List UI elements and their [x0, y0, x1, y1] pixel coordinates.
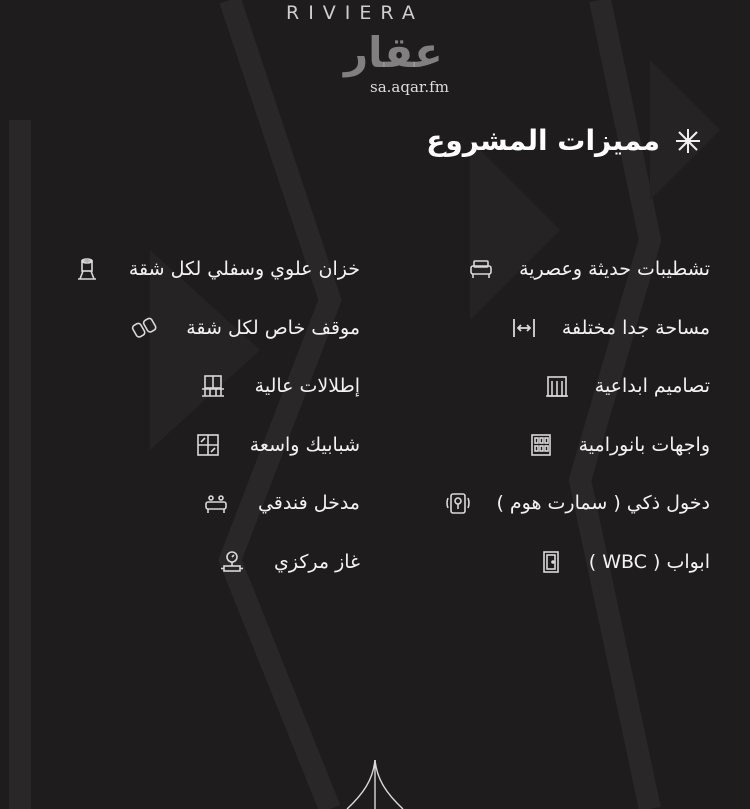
window-icon [194, 431, 222, 459]
gas-meter-icon [218, 548, 246, 576]
feature-label: موقف خاص لكل شقة [186, 316, 360, 339]
feature-label: شبابيك واسعة [249, 433, 360, 456]
feature-label: تشطيبات حديثة وعصرية [519, 258, 710, 281]
feature-label: تصاميم ابداعية [594, 375, 710, 398]
snowflake-ornament-icon [674, 127, 702, 155]
feature-item [30, 240, 360, 299]
feature-item [30, 357, 360, 416]
water-tank-icon [73, 255, 101, 283]
feature-label: مساحة جدا مختلفة [561, 316, 710, 339]
feature-item [380, 533, 710, 592]
watermark-url: sa.aqar.fm [370, 78, 449, 96]
feature-item [380, 357, 710, 416]
feature-label: إطلالات عالية [254, 375, 360, 398]
sofa-icon [467, 255, 495, 283]
features-right-column [380, 240, 710, 591]
cars-icon [130, 314, 158, 342]
lobby-icon [202, 489, 230, 517]
feature-item [380, 240, 710, 299]
feature-label: خزان علوي وسفلي لكل شقة [128, 258, 360, 281]
dimension-arrows-icon [510, 314, 538, 342]
feature-label: مدخل فندقي [257, 492, 360, 515]
facade-icon [527, 431, 555, 459]
watermark-arabic: عقار [344, 28, 443, 77]
spire-ornament [345, 760, 405, 809]
features-left-column [30, 240, 360, 591]
door-icon [537, 548, 565, 576]
smart-lock-icon [444, 489, 472, 517]
feature-label: ابواب ( WBC ) [588, 550, 710, 573]
brand-name: RIVIERA [286, 2, 424, 24]
balcony-icon [199, 372, 227, 400]
feature-label: غاز مركزي [273, 550, 360, 573]
feature-label: دخول ذكي ( سمارت هوم ) [496, 492, 710, 515]
section-title: مميزات المشروع [426, 124, 660, 157]
feature-item [30, 299, 360, 358]
feature-item [30, 416, 360, 475]
section-heading [426, 124, 702, 157]
feature-item [30, 474, 360, 533]
feature-item [380, 474, 710, 533]
feature-item [380, 416, 710, 475]
building-icon [543, 372, 571, 400]
feature-item [380, 299, 710, 358]
feature-label: واجهات بانورامية [578, 433, 710, 456]
feature-item [30, 533, 360, 592]
